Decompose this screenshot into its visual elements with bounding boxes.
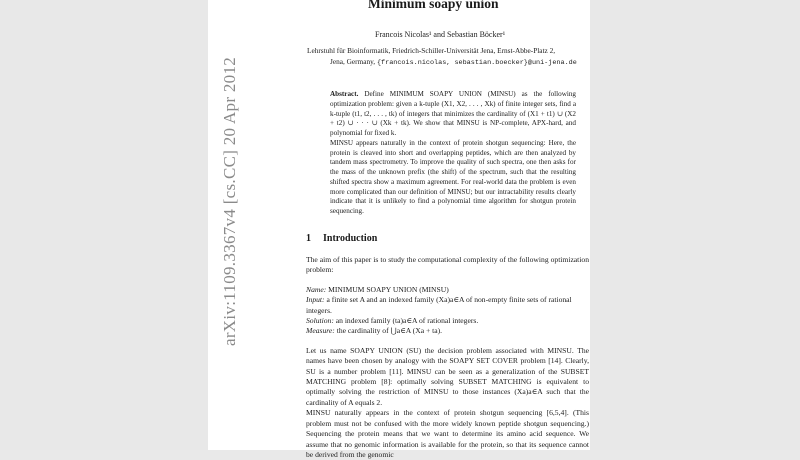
section-heading — [306, 233, 377, 244]
affiliation-line-2 — [330, 57, 577, 67]
name-value: MINIMUM SOAPY UNION (MINSU) — [328, 284, 449, 294]
paper-title: Minimum soapy union — [368, 0, 499, 11]
author-emails: {francois.nicolas, sebastian.boecker}@uni-jena.de — [376, 59, 577, 67]
abstract-text-1: Define MINIMUM SOAPY UNION (MINSU) as the following optimization problem: given a k-tuple (X1, X2, . . . , Xk) of finite integer sets, find a k-tuple (t1, t2, . . . , tk) of integers that minimizes the cardinality of (X1 + t1) ∪ (X2 + t2) ∪ · · · ∪ (Xk + tk). We show that MINSU is NP-complete, APX-hard, and polynomial for fixed k. — [330, 90, 576, 137]
intro-paragraph-3: MINSU naturally appears in the context of protein shotgun sequencing [6,5,4]. (This problem must not be confused with the more widely known peptide shotgun sequencing.) Sequencing the protein means that we want to determine its amino acid sequence. We assume that no genomic information is available for the protein, so that its sequence cannot be derived from the genomic — [306, 408, 589, 459]
measure-label: Measure: — [306, 326, 335, 336]
affiliation-line-1: Lehrstuhl für Bioinformatik, Friedrich-Schiller-Universität Jena, Ernst-Abbe-Platz 2, — [307, 46, 556, 55]
problem-definition — [306, 285, 589, 337]
arxiv-stamp — [220, 56, 240, 346]
introduction-body — [306, 255, 589, 460]
right-margin-area — [590, 0, 800, 450]
left-margin-area — [0, 0, 208, 450]
solution-label: Solution: — [306, 316, 334, 326]
name-label: Name: — [306, 284, 327, 294]
arxiv-stamp-text: arXiv:1109.3367v4 [cs.CC] 20 Apr 2012 — [220, 56, 239, 346]
abstract-label: Abstract. — [330, 90, 359, 98]
measure-value: the cardinality of ⋃a∈A (Xa + ta). — [336, 326, 443, 336]
input-label: Input: — [306, 295, 325, 305]
abstract — [330, 90, 576, 217]
abstract-paragraph-1 — [330, 90, 576, 139]
section-title: Introduction — [323, 233, 378, 244]
abstract-paragraph-2: MINSU appears naturally in the context of protein shotgun sequencing: Here, the protein is cleaved into short and overlapping peptides, which are then analyzed by tandem mass spectrometry. To improve the quality of such spectra, one then asks for the mass of the unknown prefix (the shift) of the spectrum, such that the resulting shifted spectra show a maximum agreement. For real-world data the problem is even more complicated than our definition of MINSU; but our intractability results clearly indicate that it is unlikely to find a polynomial time algorithm for shotgun protein sequencing. — [330, 138, 576, 215]
input-value: a finite set A and an indexed family (Xa)a∈A of non-empty finite sets of rational integers. — [306, 295, 572, 315]
intro-paragraph-2: Let us name SOAPY UNION (SU) the decision problem associated with MINSU. The names have been chosen by analogy with the SOAPY SET COVER problem [14]. Clearly, SU is a number problem [11]. MINSU can be seen as a generalization of the SUBSET MATCHING problem [8]: optimally solving SUBSET MATCHING is equivalent to optimally solving the restriction of MINSU to those instances (Xa)a∈A such that the cardinality of A equals 2. — [306, 345, 589, 407]
section-number: 1 — [306, 233, 311, 244]
affiliation-location: Jena, Germany, — [330, 57, 377, 66]
paper-authors: Francois Nicolas¹ and Sebastian Böcker¹ — [375, 30, 506, 39]
solution-value: an indexed family (ta)a∈A of rational integers. — [335, 316, 479, 326]
intro-paragraph-1: The aim of this paper is to study the computational complexity of the following optimization problem: — [306, 255, 589, 275]
